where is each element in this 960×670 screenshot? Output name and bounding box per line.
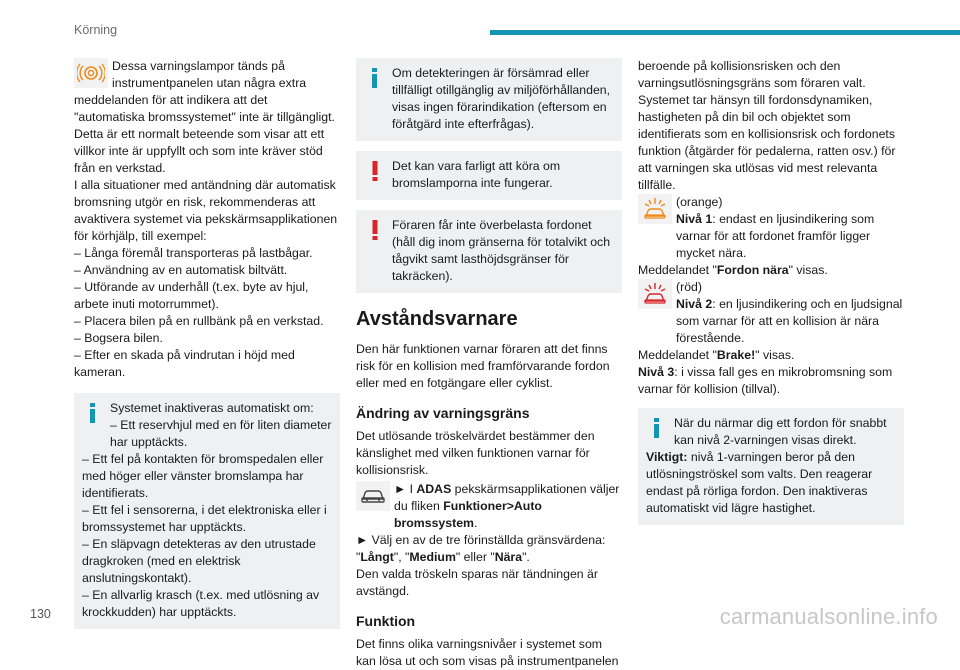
level-label: Nivå 1 <box>676 212 713 226</box>
tab-label: Funktioner>Auto bromssystem <box>394 499 542 530</box>
subsection-heading: Funktion <box>356 613 416 629</box>
list-item: – Placera bilen på en rullbänk på en verkstad. <box>74 314 324 328</box>
column-1 <box>74 58 340 629</box>
info-box <box>638 408 904 525</box>
msg-prefix: Meddelandet " <box>638 263 717 277</box>
level-color: (röd) <box>676 280 702 294</box>
message-name: Brake! <box>716 348 756 362</box>
step-prefix: ► Välj en av de tre förinställda gränsvärdena: " <box>356 533 606 564</box>
section-header: Körning <box>74 23 118 37</box>
list-item: – Bogsera bilen. <box>74 331 163 345</box>
column-2 <box>356 58 622 670</box>
paragraph: meddelanden för att indikera att det "automatiska bromssystemet" inte är tillgängligt. <box>74 93 335 124</box>
option-medium: Medium <box>409 550 456 564</box>
warning-text: Föraren får inte överbelasta fordonet (håll dig inom gränserna för totalvikt och tågvikt samt lasthöjdsgränser för takräcken). <box>392 218 611 283</box>
column-3 <box>638 58 904 525</box>
paragraph: beroende på kollisionsrisken och den varningsutlösningsgräns som föraren valt. <box>638 59 866 90</box>
step-prefix: ► I <box>394 482 417 496</box>
brake-warning-icon <box>74 58 108 88</box>
separator: ". <box>522 550 530 564</box>
header-accent-bar <box>490 30 960 35</box>
level-1-text <box>638 211 904 262</box>
msg-end: " visas. <box>755 348 795 362</box>
important-label: Viktigt: <box>646 450 688 464</box>
collision-warning-red-icon <box>638 279 672 309</box>
message-name: Fordon nära <box>716 263 789 277</box>
section-heading: Avståndsvarnare <box>356 308 518 330</box>
msg-prefix: Meddelandet " <box>638 348 717 362</box>
car-icon <box>356 481 390 511</box>
list-item: – Ett fel på kontakten för bromspedalen eller med höger eller vänster bromslampa har identifierats. <box>82 452 324 500</box>
adas-step <box>356 481 622 532</box>
level-label: Nivå 2 <box>676 297 713 311</box>
step-text <box>356 481 622 532</box>
subsection-heading: Ändring av varningsgräns <box>356 405 530 421</box>
info-box-lead: Systemet inaktiveras automatiskt om: <box>110 401 314 415</box>
warning-text: Det kan vara farligt att köra om bromslamporna inte fungerar. <box>392 159 561 190</box>
level-3-text <box>638 364 904 398</box>
level-color: (orange) <box>676 195 723 209</box>
msg-end: " visas. <box>788 263 828 277</box>
info-box <box>356 58 622 141</box>
paragraph: Det finns olika varningsnivåer i systemet som kan lösa ut och som visas på instrumentpanelen <box>356 637 619 668</box>
warning-exclamation-icon <box>364 219 386 241</box>
list-item: – Långa föremål transporteras på lastbågar. <box>74 246 313 260</box>
adas-label: ADAS <box>416 482 452 496</box>
list-item: – Ett reservhjul med en för liten diameter har upptäckts. <box>110 418 332 449</box>
intro-line-2: instrumentpanelen utan några extra <box>112 76 307 90</box>
option-near: Nära <box>494 550 523 564</box>
level-text: : en ljusindikering och en ljudsignal som varnar för att en kollision är nära förestående. <box>676 297 903 345</box>
list-item: – En släpvagn detekteras av den utrustade dragkroken (med en elektrisk anslutningskontakt). <box>82 537 316 585</box>
page-number: 130 <box>30 607 51 621</box>
watermark: carmanualsonline.info <box>719 604 938 629</box>
step-middle: pekskärmsapplikationen väljer du fliken <box>394 482 620 513</box>
warning-box <box>356 210 622 293</box>
message-line <box>638 262 904 279</box>
message-line <box>638 347 904 364</box>
list-item: – Utförande av underhåll (t.ex. byte av hjul, arbete inuti motorrummet). <box>74 280 309 311</box>
level-text: : endast en ljusindikering som varnar för att fordonet framför ligger mycket nära. <box>676 212 875 260</box>
intro-line-1: Dessa varningslampor tänds på <box>112 59 285 73</box>
paragraph: Den här funktionen varnar föraren att det finns risk för en kollision med framförvarande fordon eller med en fotgängare eller cyklist. <box>356 342 610 390</box>
option-long: Långt <box>360 550 394 564</box>
brake-warning-block <box>74 58 340 92</box>
list-item: – Användning av en automatisk biltvätt. <box>74 263 288 277</box>
level-2-text <box>638 296 904 347</box>
info-box <box>74 393 340 629</box>
info-icon <box>82 402 104 424</box>
collision-warning-orange-icon <box>638 194 672 224</box>
level-label: Nivå 3 <box>638 365 675 379</box>
list-item: – Efter en skada på vindrutan i höjd med kameran. <box>74 348 295 379</box>
info-text: När du närmar dig ett fordon för snabbt kan nivå 2-varningen visas direkt. <box>674 416 887 447</box>
level-1-block <box>638 194 904 262</box>
level-2-block <box>638 279 904 347</box>
level-text: : i vissa fall ges en mikrobromsning som varnar för kollision (tillval). <box>638 365 893 396</box>
info-rest: nivå 1-varningen beror på den utlösningströskel som valts. Den reagerar endast på rörliga fordon. Den inaktiveras automatiskt vid lägre hastighet. <box>646 450 873 515</box>
step-text <box>356 532 622 566</box>
info-icon <box>364 67 386 89</box>
info-text <box>646 449 896 517</box>
info-text: Om detekteringen är försämrad eller tillfälligt otillgänglig av miljöförhållanden, visas ingen förarindikation (eftersom en föråtgärd inte efterfrågas). <box>392 66 611 131</box>
info-icon <box>646 417 668 439</box>
paragraph: Den valda tröskeln sparas när tändningen är avstängd. <box>356 567 598 598</box>
paragraph: Detta är ett normalt beteende som visar att ett villkor inte är uppfyllt och som inte kräver stöd från en verkstad. <box>74 127 325 175</box>
warning-box <box>356 151 622 200</box>
step-end: . <box>473 516 478 530</box>
list-item: – En allvarlig krasch (t.ex. med utlösning av krockkudden) har upptäckts. <box>82 588 320 619</box>
list-item: – Ett fel i sensorerna, i det elektroniska eller i bromssystemet har upptäckts. <box>82 503 327 534</box>
paragraph: Systemet tar hänsyn till fordonsdynamiken, hastigheten på din bil och objektet som identifierats som en kollisionsrisk och fordonets funktion (åtgärder för pedalerna, ratten osv.) för att varningen ska utlösas vid mest relevanta tillfälle. <box>638 93 896 192</box>
warning-exclamation-icon <box>364 160 386 182</box>
paragraph: I alla situationer med antändning där automatisk bromsning utgör en risk, rekommenderas att avaktivera systemet via pekskärmsapplikationen för körhjälp, till exempel: <box>74 178 338 243</box>
paragraph: Det utlösande tröskelvärdet bestämmer den känslighet med vilken funktionen varnar för kollisionsrisk. <box>356 429 595 477</box>
separator: ", " <box>393 550 410 564</box>
separator: " eller " <box>455 550 495 564</box>
